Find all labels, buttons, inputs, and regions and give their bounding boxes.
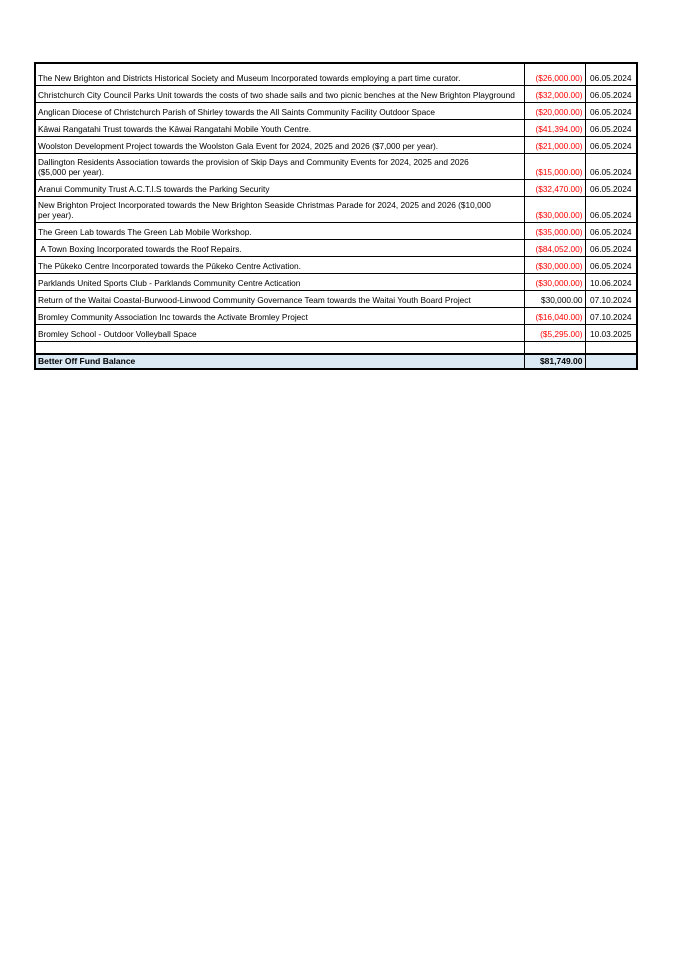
grant-description: Kāwai Rangatahi Trust towards the Kāwai Rangatahi Mobile Youth Centre. bbox=[35, 119, 524, 136]
grant-amount: ($5,295.00) bbox=[524, 324, 585, 341]
grant-date: 06.05.2024 bbox=[585, 102, 637, 119]
grant-amount: ($30,000.00) bbox=[524, 196, 585, 222]
table-row bbox=[35, 85, 637, 102]
table-row bbox=[35, 153, 637, 179]
empty-row bbox=[35, 341, 637, 354]
grant-description: A Town Boxing Incorporated towards the Roof Repairs. bbox=[35, 239, 524, 256]
total-amount: $81,749.00 bbox=[524, 354, 585, 369]
grant-date: 06.05.2024 bbox=[585, 63, 637, 85]
table-row bbox=[35, 179, 637, 196]
grant-description: The Green Lab towards The Green Lab Mobile Workshop. bbox=[35, 222, 524, 239]
empty-cell bbox=[524, 341, 585, 354]
table-row bbox=[35, 273, 637, 290]
table-row bbox=[35, 307, 637, 324]
grant-date: 10.06.2024 bbox=[585, 273, 637, 290]
grant-description: Bromley School - Outdoor Volleyball Space bbox=[35, 324, 524, 341]
grant-amount: ($41,394.00) bbox=[524, 119, 585, 136]
grant-amount: ($35,000.00) bbox=[524, 222, 585, 239]
grant-amount: ($15,000.00) bbox=[524, 153, 585, 179]
grant-date: 07.10.2024 bbox=[585, 307, 637, 324]
table-row bbox=[35, 63, 637, 85]
grant-amount: ($16,040.00) bbox=[524, 307, 585, 324]
table-row bbox=[35, 324, 637, 341]
grant-description: Return of the Waitai Coastal-Burwood-Linwood Community Governance Team towards the Waitai Youth Board Project bbox=[35, 290, 524, 307]
grant-amount: ($30,000.00) bbox=[524, 256, 585, 273]
grant-date: 10.03.2025 bbox=[585, 324, 637, 341]
grant-amount: $30,000.00 bbox=[524, 290, 585, 307]
grant-amount: ($21,000.00) bbox=[524, 136, 585, 153]
grant-description: Dallington Residents Association towards the provision of Skip Days and Community Events for 2024, 2025 and 2026 ($5,000 per year). bbox=[35, 153, 524, 179]
grant-description: Woolston Development Project towards the Woolston Gala Event for 2024, 2025 and 2026 ($7,000 per year). bbox=[35, 136, 524, 153]
table-row bbox=[35, 136, 637, 153]
grant-amount: ($26,000.00) bbox=[524, 63, 585, 85]
grant-description: Parklands United Sports Club - Parklands Community Centre Actication bbox=[35, 273, 524, 290]
grant-date: 06.05.2024 bbox=[585, 222, 637, 239]
grant-amount: ($32,000.00) bbox=[524, 85, 585, 102]
empty-cell bbox=[585, 341, 637, 354]
grant-amount: ($32,470.00) bbox=[524, 179, 585, 196]
total-row bbox=[35, 354, 637, 369]
grant-amount: ($20,000.00) bbox=[524, 102, 585, 119]
grant-description: Aranui Community Trust A.C.T.I.S towards the Parking Security bbox=[35, 179, 524, 196]
table-row bbox=[35, 290, 637, 307]
table-row bbox=[35, 196, 637, 222]
total-label: Better Off Fund Balance bbox=[35, 354, 524, 369]
grant-date: 06.05.2024 bbox=[585, 239, 637, 256]
table-row bbox=[35, 102, 637, 119]
grant-description: Christchurch City Council Parks Unit towards the costs of two shade sails and two picnic benches at the New Brighton Playground bbox=[35, 85, 524, 102]
grant-date: 06.05.2024 bbox=[585, 85, 637, 102]
grant-amount: ($30,000.00) bbox=[524, 273, 585, 290]
better-off-fund-table bbox=[34, 62, 638, 370]
grant-date: 06.05.2024 bbox=[585, 196, 637, 222]
table-row bbox=[35, 256, 637, 273]
table-row bbox=[35, 119, 637, 136]
table-row bbox=[35, 239, 637, 256]
grant-date: 06.05.2024 bbox=[585, 119, 637, 136]
grant-amount: ($84,052.00) bbox=[524, 239, 585, 256]
grant-date: 06.05.2024 bbox=[585, 153, 637, 179]
grant-description: Bromley Community Association Inc towards the Activate Bromley Project bbox=[35, 307, 524, 324]
grant-description: Anglican Diocese of Christchurch Parish of Shirley towards the All Saints Community Facility Outdoor Space bbox=[35, 102, 524, 119]
grant-description: The Pūkeko Centre Incorporated towards the Pūkeko Centre Activation. bbox=[35, 256, 524, 273]
table-row bbox=[35, 222, 637, 239]
grant-description: The New Brighton and Districts Historical Society and Museum Incorporated towards employing a part time curator. bbox=[35, 63, 524, 85]
grant-date: 07.10.2024 bbox=[585, 290, 637, 307]
total-date bbox=[585, 354, 637, 369]
grant-date: 06.05.2024 bbox=[585, 179, 637, 196]
empty-cell bbox=[35, 341, 524, 354]
grant-date: 06.05.2024 bbox=[585, 256, 637, 273]
grant-description: New Brighton Project Incorporated towards the New Brighton Seaside Christmas Parade for 2024, 2025 and 2026 ($10,000 per year). bbox=[35, 196, 524, 222]
grant-date: 06.05.2024 bbox=[585, 136, 637, 153]
